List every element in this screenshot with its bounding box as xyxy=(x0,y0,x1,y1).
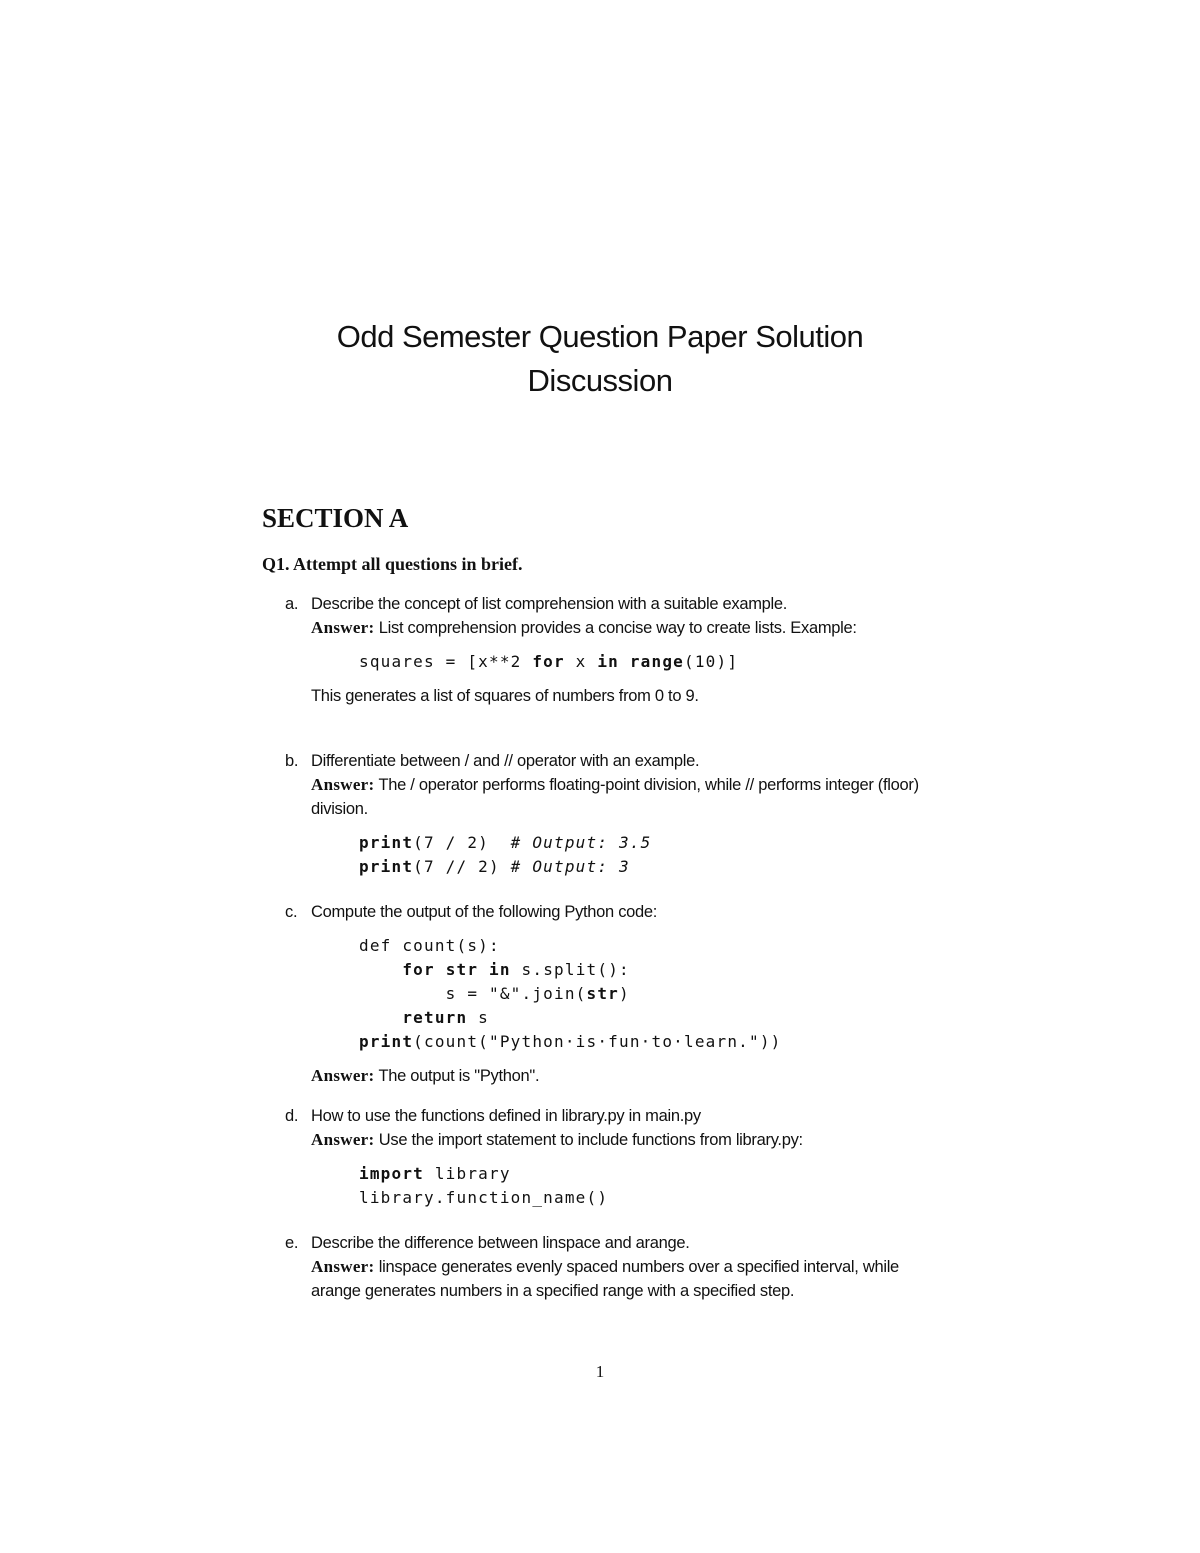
item-question: Describe the concept of list comprehension with a suitable example. xyxy=(311,595,788,613)
code-block: def count(s): for str in s.split(): s = "&".join(str) return s print(count("Python·is·fun·to·learn.")) xyxy=(359,936,782,1051)
item-answer xyxy=(311,773,935,821)
item-marker: d. xyxy=(285,1107,299,1125)
item-question: Describe the difference between linspace and arange. xyxy=(311,1234,690,1252)
answer-text: Use the import statement to include functions from library.py: xyxy=(378,1131,803,1149)
item-marker: a. xyxy=(285,595,299,613)
question-heading xyxy=(262,554,523,575)
answer-label: Answer: xyxy=(311,618,375,637)
code-block: print(7 / 2) # Output: 3.5 print(7 // 2) # Output: 3 xyxy=(359,833,652,876)
question-number: Q1. xyxy=(262,554,290,574)
item-marker: c. xyxy=(285,903,298,921)
title-line-2: Discussion xyxy=(527,363,673,398)
answer-label: Answer: xyxy=(311,775,375,794)
item-answer xyxy=(311,1128,935,1152)
answer-text: List comprehension provides a concise way to create lists. Example: xyxy=(378,619,857,637)
item-answer xyxy=(311,1064,935,1088)
question-text: Attempt all questions in brief. xyxy=(293,554,523,574)
item-question: How to use the functions defined in library.py in main.py xyxy=(311,1107,701,1125)
item-a xyxy=(285,592,935,708)
answer-text: linspace generates evenly spaced numbers over a specified interval, while arange generates numbers in a specified range with a specified step. xyxy=(311,1258,899,1300)
item-marker: b. xyxy=(285,752,299,770)
answer-label: Answer: xyxy=(311,1130,375,1149)
item-answer xyxy=(311,616,935,640)
title-line-1: Odd Semester Question Paper Solution xyxy=(336,319,864,354)
answer-text: The / operator performs floating-point division, while // performs integer (floor) division. xyxy=(311,776,919,818)
answer-text: The output is "Python". xyxy=(378,1067,540,1085)
item-c xyxy=(285,900,935,1088)
item-b xyxy=(285,749,935,889)
section-heading: SECTION A xyxy=(262,503,409,533)
code-block: squares = [x**2 for x in range(10)] xyxy=(359,652,739,671)
item-question: Compute the output of the following Python code: xyxy=(311,903,658,921)
item-d xyxy=(285,1104,935,1220)
item-marker: e. xyxy=(285,1234,299,1252)
item-question: Differentiate between / and // operator with an example. xyxy=(311,752,700,770)
item-e xyxy=(285,1231,935,1303)
answer-label: Answer: xyxy=(311,1066,375,1085)
item-answer xyxy=(311,1255,935,1303)
document-title xyxy=(0,315,1200,403)
page-number: 1 xyxy=(595,1362,605,1381)
item-note: This generates a list of squares of numbers from 0 to 9. xyxy=(311,687,699,705)
answer-label: Answer: xyxy=(311,1257,375,1276)
code-block: import library library.function_name() xyxy=(359,1164,609,1207)
